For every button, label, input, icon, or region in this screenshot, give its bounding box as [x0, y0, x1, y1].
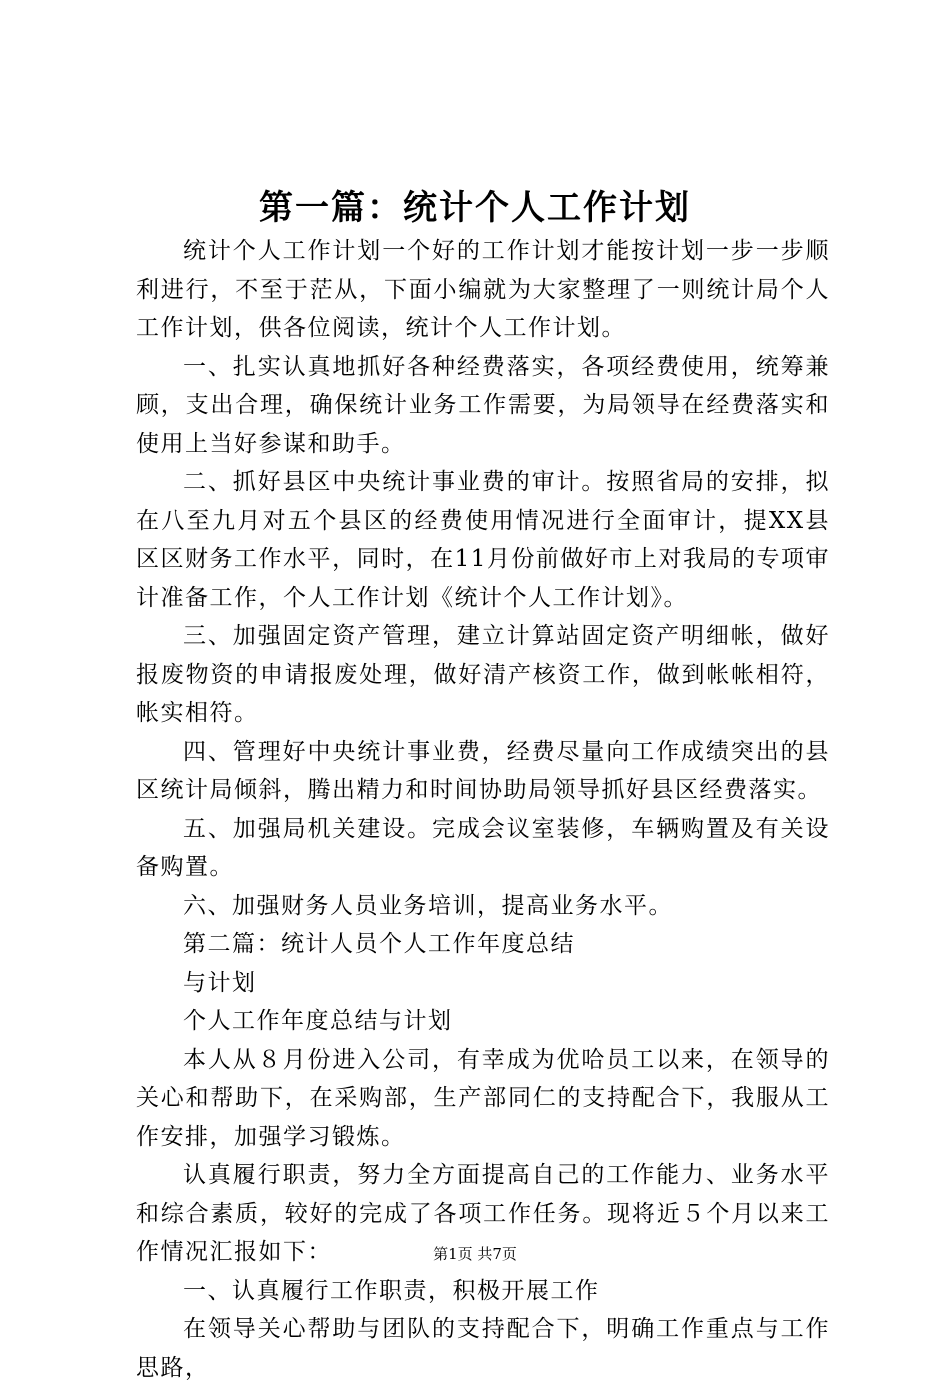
paragraph: 统计个人工作计划一个好的工作计划才能按计划一步一步顺利进行，不至于茫从，下面小编就为大家整理了一则统计局个人工作计划，供各位阅读，统计个人工作计划。	[136, 238, 830, 341]
section-heading-continued: 与计划	[183, 969, 257, 996]
document-body	[136, 232, 830, 1387]
paragraph: 一、扎实认真地抓好各种经费落实，各项经费使用，统筹兼顾，支出合理，确保统计业务工作需要，为局领导在经费落实和使用上当好参谋和助手。	[136, 353, 830, 457]
subheading: 个人工作年度总结与计划	[183, 1008, 453, 1034]
paragraph: 二、抓好县区中央统计事业费的审计。按照省局的安排，拟在八至九月对五个县区的经费使用情况进行全面审计，提XX县区区财务工作水平，同时，在11月份前做好市上对我局的专项审计准备工作，个人工作计划《统计个人工作计划》。	[136, 469, 830, 611]
paragraph: 本人从８月份进入公司，有幸成为优哈员工以来，在领导的关心和帮助下，在采购部，生产部同仁的支持配合下，我服从工作安排，加强学习锻炼。	[136, 1046, 830, 1150]
paragraph: 认真履行职责，努力全方面提高自己的工作能力、业务水平和综合素质，较好的完成了各项工作任务。现将近５个月以来工作情况汇报如下：	[136, 1162, 830, 1265]
paragraph: 六、加强财务人员业务培训，提高业务水平。	[183, 892, 673, 919]
paragraph: 在领导关心帮助与团队的支持配合下，明确工作重点与工作思路，	[136, 1316, 830, 1381]
page-number-footer: 第1页 共7页	[433, 1245, 517, 1263]
paragraph: 五、加强局机关建设。完成会议室装修，车辆购置及有关设备购置。	[136, 815, 830, 880]
section-heading: 第二篇：统计人员个人工作年度总结	[183, 931, 575, 957]
paragraph: 四、管理好中央统计事业费，经费尽量向工作成绩突出的县区统计局倾斜，腾出精力和时间协助局领导抓好县区经费落实。	[136, 738, 830, 803]
paragraph: 三、加强固定资产管理，建立计算站固定资产明细帐，做好报废物资的申请报废处理，做好清产核资工作，做到帐帐相符，帐实相符。	[136, 623, 830, 726]
paragraph: 一、认真履行工作职责，积极开展工作	[183, 1277, 600, 1304]
document-title: 第一篇：统计个人工作计划	[259, 188, 691, 228]
